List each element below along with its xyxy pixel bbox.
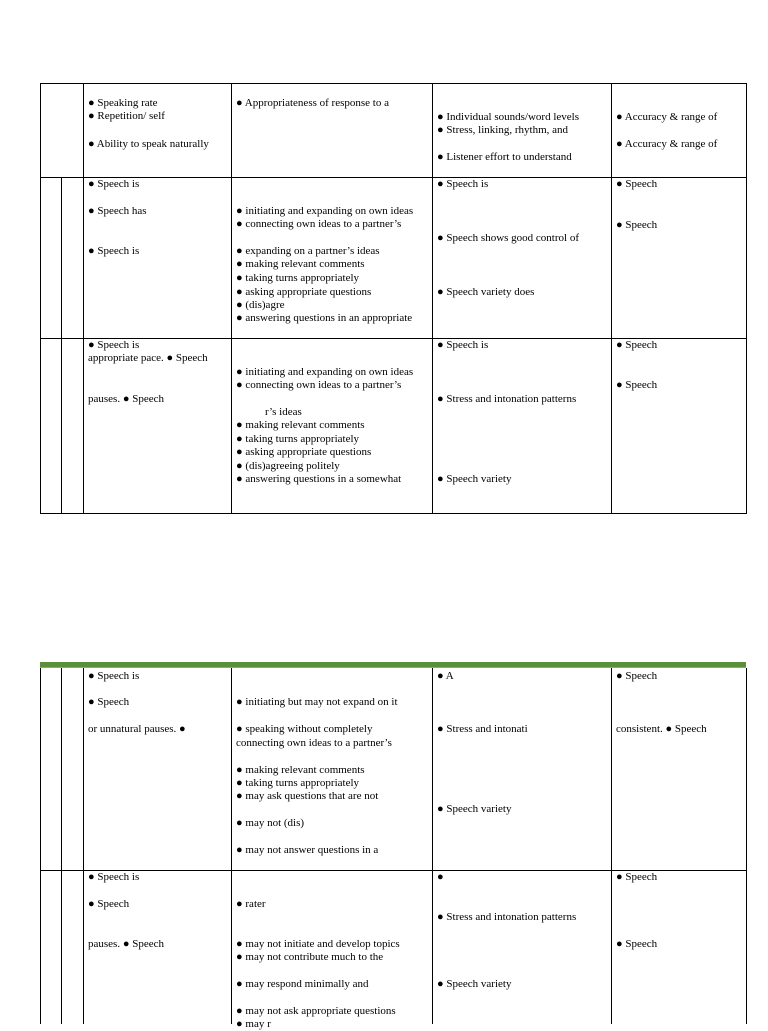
cell-text: ● (dis)agre: [236, 299, 285, 311]
cell-text: ● Speaking rate: [88, 97, 158, 109]
cell-text: ● Speech: [616, 379, 658, 391]
cell-text: ● Speech is: [88, 670, 140, 682]
cell-text: pauses. ● Speech: [88, 393, 164, 405]
cell-text: ● may not ask appropriate questions: [236, 1005, 396, 1017]
column-divider: [83, 668, 84, 1024]
cell-text: ●: [437, 871, 444, 883]
column-divider: [432, 668, 433, 1024]
cell-text: ● may ask questions that are not: [236, 790, 379, 802]
cell-text: pauses. ● Speech: [88, 938, 164, 950]
cell-text: ● Individual sounds/word levels: [437, 111, 579, 123]
cell-text: ● Appropriateness of response to a: [236, 97, 389, 109]
cell-text: ● speaking without completely: [236, 723, 373, 735]
column-divider: [231, 83, 232, 514]
cell-text: ● making relevant comments: [236, 258, 365, 270]
cell-text: ● Speech is: [437, 178, 489, 190]
cell-text: ● Speech variety: [437, 473, 512, 485]
cell-text: ● initiating but may not expand on it: [236, 696, 398, 708]
cell-text: ● Speech variety: [437, 803, 512, 815]
cell-text: ● making relevant comments: [236, 764, 365, 776]
cell-text: ● Speech: [88, 696, 130, 708]
column-divider: [231, 668, 232, 1024]
cell-text: r’s ideas: [265, 406, 302, 418]
cell-text: ● making relevant comments: [236, 419, 365, 431]
cell-text: ● Ability to speak naturally: [88, 138, 209, 150]
column-divider: [611, 668, 612, 1024]
cell-text: ● may not contribute much to the: [236, 951, 384, 963]
cell-text: ● Speech is: [437, 339, 489, 351]
cell-text: ● initiating and expanding on own ideas: [236, 366, 414, 378]
cell-text: ● Speech is: [88, 871, 140, 883]
cell-text: ● may respond minimally and: [236, 978, 369, 990]
cell-text: ● taking turns appropriately: [236, 433, 360, 445]
cell-text: ● Speech is: [88, 339, 140, 351]
column-divider: [611, 83, 612, 514]
cell-text: ● Speech variety: [437, 978, 512, 990]
cell-text: ● expanding on a partner’s ideas: [236, 245, 380, 257]
cell-text: ● may not initiate and develop topics: [236, 938, 400, 950]
column-divider: [83, 83, 84, 514]
cell-text: ● Speech: [616, 938, 658, 950]
cell-text: ● Speech variety does: [437, 286, 535, 298]
cell-text: ● connecting own ideas to a partner’s: [236, 218, 402, 230]
cell-text: ● Accuracy & range of: [616, 138, 718, 150]
cell-text: ● Repetition/ self: [88, 110, 165, 122]
cell-text: ● rater: [236, 898, 266, 910]
cell-text: ● answering questions in a somewhat: [236, 473, 402, 485]
cell-text: ● (dis)agreeing politely: [236, 460, 340, 472]
cell-text: ● Speech: [616, 219, 658, 231]
column-divider: [432, 83, 433, 514]
cell-text: appropriate pace. ● Speech: [88, 352, 208, 364]
cell-text: ● Speech is: [88, 178, 140, 190]
cell-text: ● Speech: [616, 871, 658, 883]
table-border-left: [40, 668, 41, 1024]
cell-text: ● may not answer questions in a: [236, 844, 379, 856]
cell-text: ● Speech has: [88, 205, 147, 217]
cell-text: connecting own ideas to a partner’s: [236, 737, 392, 749]
cell-text: ● asking appropriate questions: [236, 446, 372, 458]
cell-text: ● Speech is: [88, 245, 140, 257]
column-divider: [61, 668, 62, 1024]
cell-text: ● Stress, linking, rhythm, and: [437, 124, 569, 136]
cell-text: ● may r: [236, 1018, 271, 1030]
cell-text: ● Speech: [88, 898, 130, 910]
cell-text: consistent. ● Speech: [616, 723, 707, 735]
cell-text: ● connecting own ideas to a partner’s: [236, 379, 402, 391]
cell-text: ● may not (dis): [236, 817, 305, 829]
cell-text: ● taking turns appropriately: [236, 272, 360, 284]
cell-text: ● Accuracy & range of: [616, 111, 718, 123]
cell-text: ● Speech: [616, 670, 658, 682]
table-border-right: [746, 668, 747, 1024]
cell-text: ● Stress and intonation patterns: [437, 911, 577, 923]
page-header-rule-shadow: [40, 667, 746, 668]
cell-text: ● Speech: [616, 339, 658, 351]
cell-text: ● asking appropriate questions: [236, 286, 372, 298]
cell-text: ● taking turns appropriately: [236, 777, 360, 789]
cell-text: ● Stress and intonation patterns: [437, 393, 577, 405]
cell-text: ● Speech: [616, 178, 658, 190]
column-divider: [61, 177, 62, 514]
cell-text: ● Speech shows good control of: [437, 232, 579, 244]
cell-text: or unnatural pauses. ●: [88, 723, 186, 735]
cell-text: ● initiating and expanding on own ideas: [236, 205, 414, 217]
cell-text: ● A: [437, 670, 454, 682]
cell-text: ● answering questions in an appropriate: [236, 312, 413, 324]
cell-text: ● Listener effort to understand: [437, 151, 572, 163]
cell-text: ● Stress and intonati: [437, 723, 528, 735]
